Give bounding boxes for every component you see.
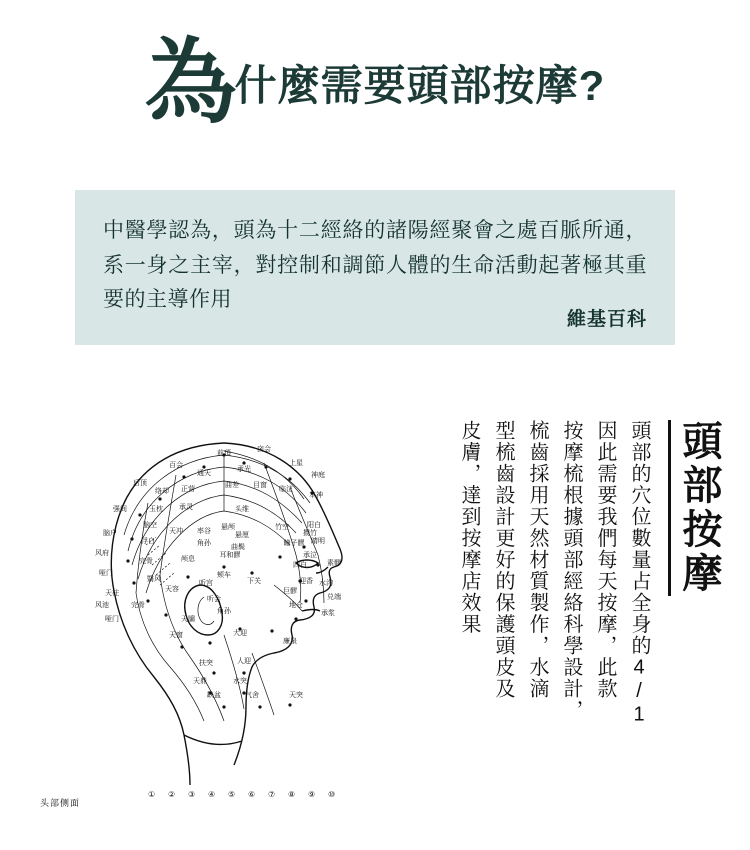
acupoint-label: 承浆 <box>321 610 335 617</box>
acupoint-label: 头维 <box>235 506 249 513</box>
acupoint-label: 强间 <box>113 506 127 513</box>
acupoint-label: 哑门 <box>105 616 119 623</box>
acupoint-label: 水突 <box>233 678 247 685</box>
vertical-column-5: 型梳齒設計更好的保護頭皮及 <box>492 420 514 700</box>
acupoint-label: 浮白 <box>141 538 155 545</box>
acupoint-label: 天鼎 <box>193 678 207 685</box>
page-title <box>0 32 750 134</box>
acupoint-label: 正营 <box>181 486 195 493</box>
acupoint-label: 竹空 <box>275 524 289 531</box>
vertical-column-1: 頭部的穴位數量占全身的4/1 <box>628 420 650 727</box>
acupoint-label: 脑空 <box>143 522 157 529</box>
acupoint-label: 玉枕 <box>149 506 163 513</box>
acupoint-label: 扶突 <box>199 660 213 667</box>
acupoint-label: 完骨 <box>139 558 153 565</box>
acupoint-label: 廉泉 <box>283 638 297 645</box>
acupoint-label: 络却 <box>155 488 169 495</box>
lower-section <box>0 400 750 830</box>
vertical-column-4: 梳齒採用天然材質製作，水滴 <box>526 420 548 700</box>
acupoint-label: 迎香 <box>299 578 313 585</box>
quote-box <box>75 190 675 345</box>
acupoint-label: 缺盆 <box>207 692 221 699</box>
diagram-footer-mark: ⑨ <box>308 790 316 799</box>
acupoint-label: 曲鬓 <box>231 544 245 551</box>
quote-text: 中醫學認為，頭為十二經絡的諸陽經聚會之處百脈所通，系一身之主宰，對控制和調節人體的生命活動起著極其重要的主導作用 <box>103 219 647 312</box>
vertical-column-6: 皮膚，達到按摩店效果 <box>458 420 480 635</box>
acupoint-label: 翳风 <box>147 576 161 583</box>
acupoint-label: 瞳子髎 <box>283 540 305 547</box>
acupoint-label: 后顶 <box>133 480 147 487</box>
acupoint-label: 临泣 <box>279 486 293 493</box>
acupoint-label: 气舍 <box>245 692 259 699</box>
acupoint-label: 四白 <box>293 562 307 569</box>
acupoint-label: 承光 <box>237 466 251 473</box>
head-acupoint-diagram <box>28 415 368 815</box>
acupoint-label: 风府 <box>95 550 109 557</box>
diagram-footer-mark: ④ <box>208 790 216 799</box>
acupoint-label: 天冲 <box>169 528 183 535</box>
acupoint-label: 承泣 <box>303 552 317 559</box>
quote-source: 維基百科 <box>566 309 647 330</box>
acupoint-label-group <box>95 444 341 699</box>
acupoint-label: 阳白 <box>307 522 321 529</box>
acupoint-label: 神庭 <box>311 472 325 479</box>
acupoint-label: 风池 <box>95 602 109 609</box>
diagram-footer-mark: ① <box>148 790 156 799</box>
acupoint-label: 耳和髎 <box>219 552 241 559</box>
acupoint-label: 承灵 <box>179 504 193 511</box>
acupoint-label: 天牖 <box>181 616 195 623</box>
diagram-footer-mark: ⑧ <box>288 790 296 799</box>
acupoint-label: 率谷 <box>197 528 211 535</box>
acupoint-label: 角孙 <box>217 608 231 615</box>
headline-rest: 什麼需要頭部按摩? <box>234 62 606 109</box>
acupoint-label: 天窗 <box>169 632 183 639</box>
acupoint-label: 角孙 <box>197 540 211 547</box>
vertical-text-block <box>450 420 654 750</box>
acupoint-label: 天柱 <box>105 590 119 597</box>
acupoint-label: 完骨 <box>131 602 145 609</box>
acupoint-label: 睛明 <box>311 538 325 545</box>
section-vertical-title: 頭部按摩 <box>668 420 720 596</box>
acupoint-label: 颅息 <box>181 556 195 563</box>
acupoint-label: 哑门 <box>99 570 113 577</box>
acupoint-label: 巨髎 <box>283 588 297 595</box>
acupoint-label: 悬厘 <box>235 532 249 539</box>
acupoint-label: 天突 <box>289 692 303 699</box>
acupoint-label: 人迎 <box>237 658 251 665</box>
diagram-footer-marks <box>148 790 335 799</box>
vertical-column-2: 因此需要我們每天按摩，此款 <box>594 420 616 700</box>
acupoint-label: 悬颅 <box>221 524 235 531</box>
diagram-footer-mark: ⑥ <box>248 790 256 799</box>
acupoint-label: 百会 <box>169 462 183 469</box>
acupoint-label: 素髎 <box>327 560 341 567</box>
acupoint-label: 兑端 <box>327 594 341 601</box>
acupoint-label: 脑户 <box>103 530 117 537</box>
acupoint-label: 地仓 <box>289 602 303 609</box>
acupoint-label: 水沟 <box>319 580 333 587</box>
acupoint-label: 通天 <box>197 470 211 477</box>
headline-first-char: 為 <box>144 32 235 134</box>
vertical-column-3: 按摩梳根據頭部經絡科學設計， <box>560 420 582 721</box>
diagram-caption: 头部侧面 <box>40 798 81 808</box>
acupoint-label: 听会 <box>207 596 221 603</box>
acupoint-label: 下关 <box>247 578 261 585</box>
diagram-footer-mark: ⑤ <box>228 790 236 799</box>
acupoint-label: 大迎 <box>233 630 247 637</box>
acupoint-label: 上星 <box>289 460 303 467</box>
acupoint-label: 前頂 <box>217 450 231 457</box>
acupoint-label: 颊车 <box>217 572 231 579</box>
diagram-footer-mark: ⑦ <box>268 790 276 799</box>
diagram-footer-mark: ⑩ <box>328 790 336 799</box>
acupoint-label: 本神 <box>309 492 323 499</box>
acupoint-label: 听宫 <box>199 580 213 587</box>
acupoint-label: 囟会 <box>257 446 271 453</box>
diagram-footer-mark: ③ <box>188 790 196 799</box>
diagram-footer-mark: ② <box>168 790 176 799</box>
acupoint-label: 目窗 <box>253 482 267 489</box>
acupoint-label: 天容 <box>165 586 179 593</box>
acupoint-label: 攒竹 <box>303 530 317 537</box>
acupoint-label: 曲差 <box>225 482 239 489</box>
